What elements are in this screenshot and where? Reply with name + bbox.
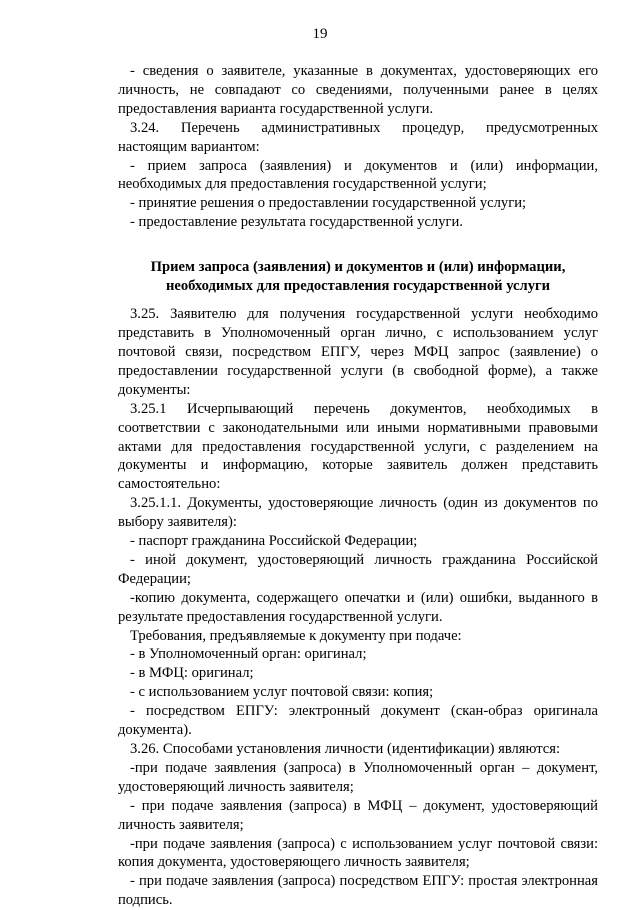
paragraph: - с использованием услуг почтовой связи: копия; <box>130 684 434 701</box>
paragraph: - в МФЦ: оригинал; <box>130 665 254 682</box>
paragraph: Требования, предъявляемые к документу при подаче: <box>130 627 462 644</box>
paragraph: -при подаче заявления (запроса) в Уполномоченный орган – документ, удостоверяющий личность заявителя; <box>118 759 598 795</box>
paragraph: - принятие решения о предоставлении государственной услуги; <box>130 195 527 212</box>
paragraph: - посредством ЕПГУ: электронный документ (скан-образ оригинала документа). <box>118 703 598 739</box>
paragraph: 3.25.1.1. Документы, удостоверяющие личность (один из документов по выбору заявителя): <box>118 495 598 531</box>
paragraph: 3.24. Перечень административных процедур, предусмотренных настоящим вариантом: <box>118 119 598 155</box>
paragraph: -при подаче заявления (запроса) с использованием услуг почтовой связи: копия документа, удостоверяющего личность заявителя; <box>118 835 598 871</box>
paragraph: - при подаче заявления (запроса) в МФЦ – документ, удостоверяющий личность заявителя; <box>118 797 598 833</box>
paragraph: - сведения о заявителе, указанные в документах, удостоверяющих его личность, не совпадают со сведениями, полученными ранее в целях предоставления варианта государственной услуги. <box>118 63 598 117</box>
paragraph: -копию документа, содержащего опечатки и (или) ошибки, выданного в результате предоставления государственной услуги. <box>118 589 598 625</box>
section-heading: Прием запроса (заявления) и документов и (или) информации, необходимых для предоставления государственной услуги <box>150 259 566 295</box>
paragraph: - прием запроса (заявления) и документов и (или) информации, необходимых для предоставления государственной услуги; <box>118 157 598 193</box>
paragraph: 3.25. Заявителю для получения государственной услуги необходимо представить в Уполномоченный орган лично, с использованием услуг почтовой связи, посредством ЕПГУ, через МФЦ запрос (заявление) о предоставлении государственной услуги (в свободной форме), а также документы: <box>118 306 598 398</box>
page-number: 19 <box>312 26 328 42</box>
paragraph: - паспорт гражданина Российской Федерации; <box>130 533 418 550</box>
paragraph: 3.26. Способами установления личности (идентификации) являются: <box>130 741 561 757</box>
paragraph: 3.25.1 Исчерпывающий перечень документов, необходимых в соответствии с законодательными или иными нормативными правовыми актами для предоставления государственной услуги, с разделением на документы и информацию, которые заявитель должен представить самостоятельно: <box>118 400 598 493</box>
paragraph: - предоставление результата государственной услуги. <box>130 214 463 231</box>
document-body <box>118 62 598 910</box>
paragraph: - иной документ, удостоверяющий личность гражданина Российской Федерации; <box>118 551 598 587</box>
paragraph-group-after-heading <box>118 305 598 910</box>
paragraph: - при подаче заявления (запроса) посредством ЕПГУ: простая электронная подпись. <box>118 873 598 909</box>
paragraph-group-before-heading <box>118 62 598 232</box>
paragraph: - в Уполномоченный орган: оригинал; <box>130 646 367 663</box>
